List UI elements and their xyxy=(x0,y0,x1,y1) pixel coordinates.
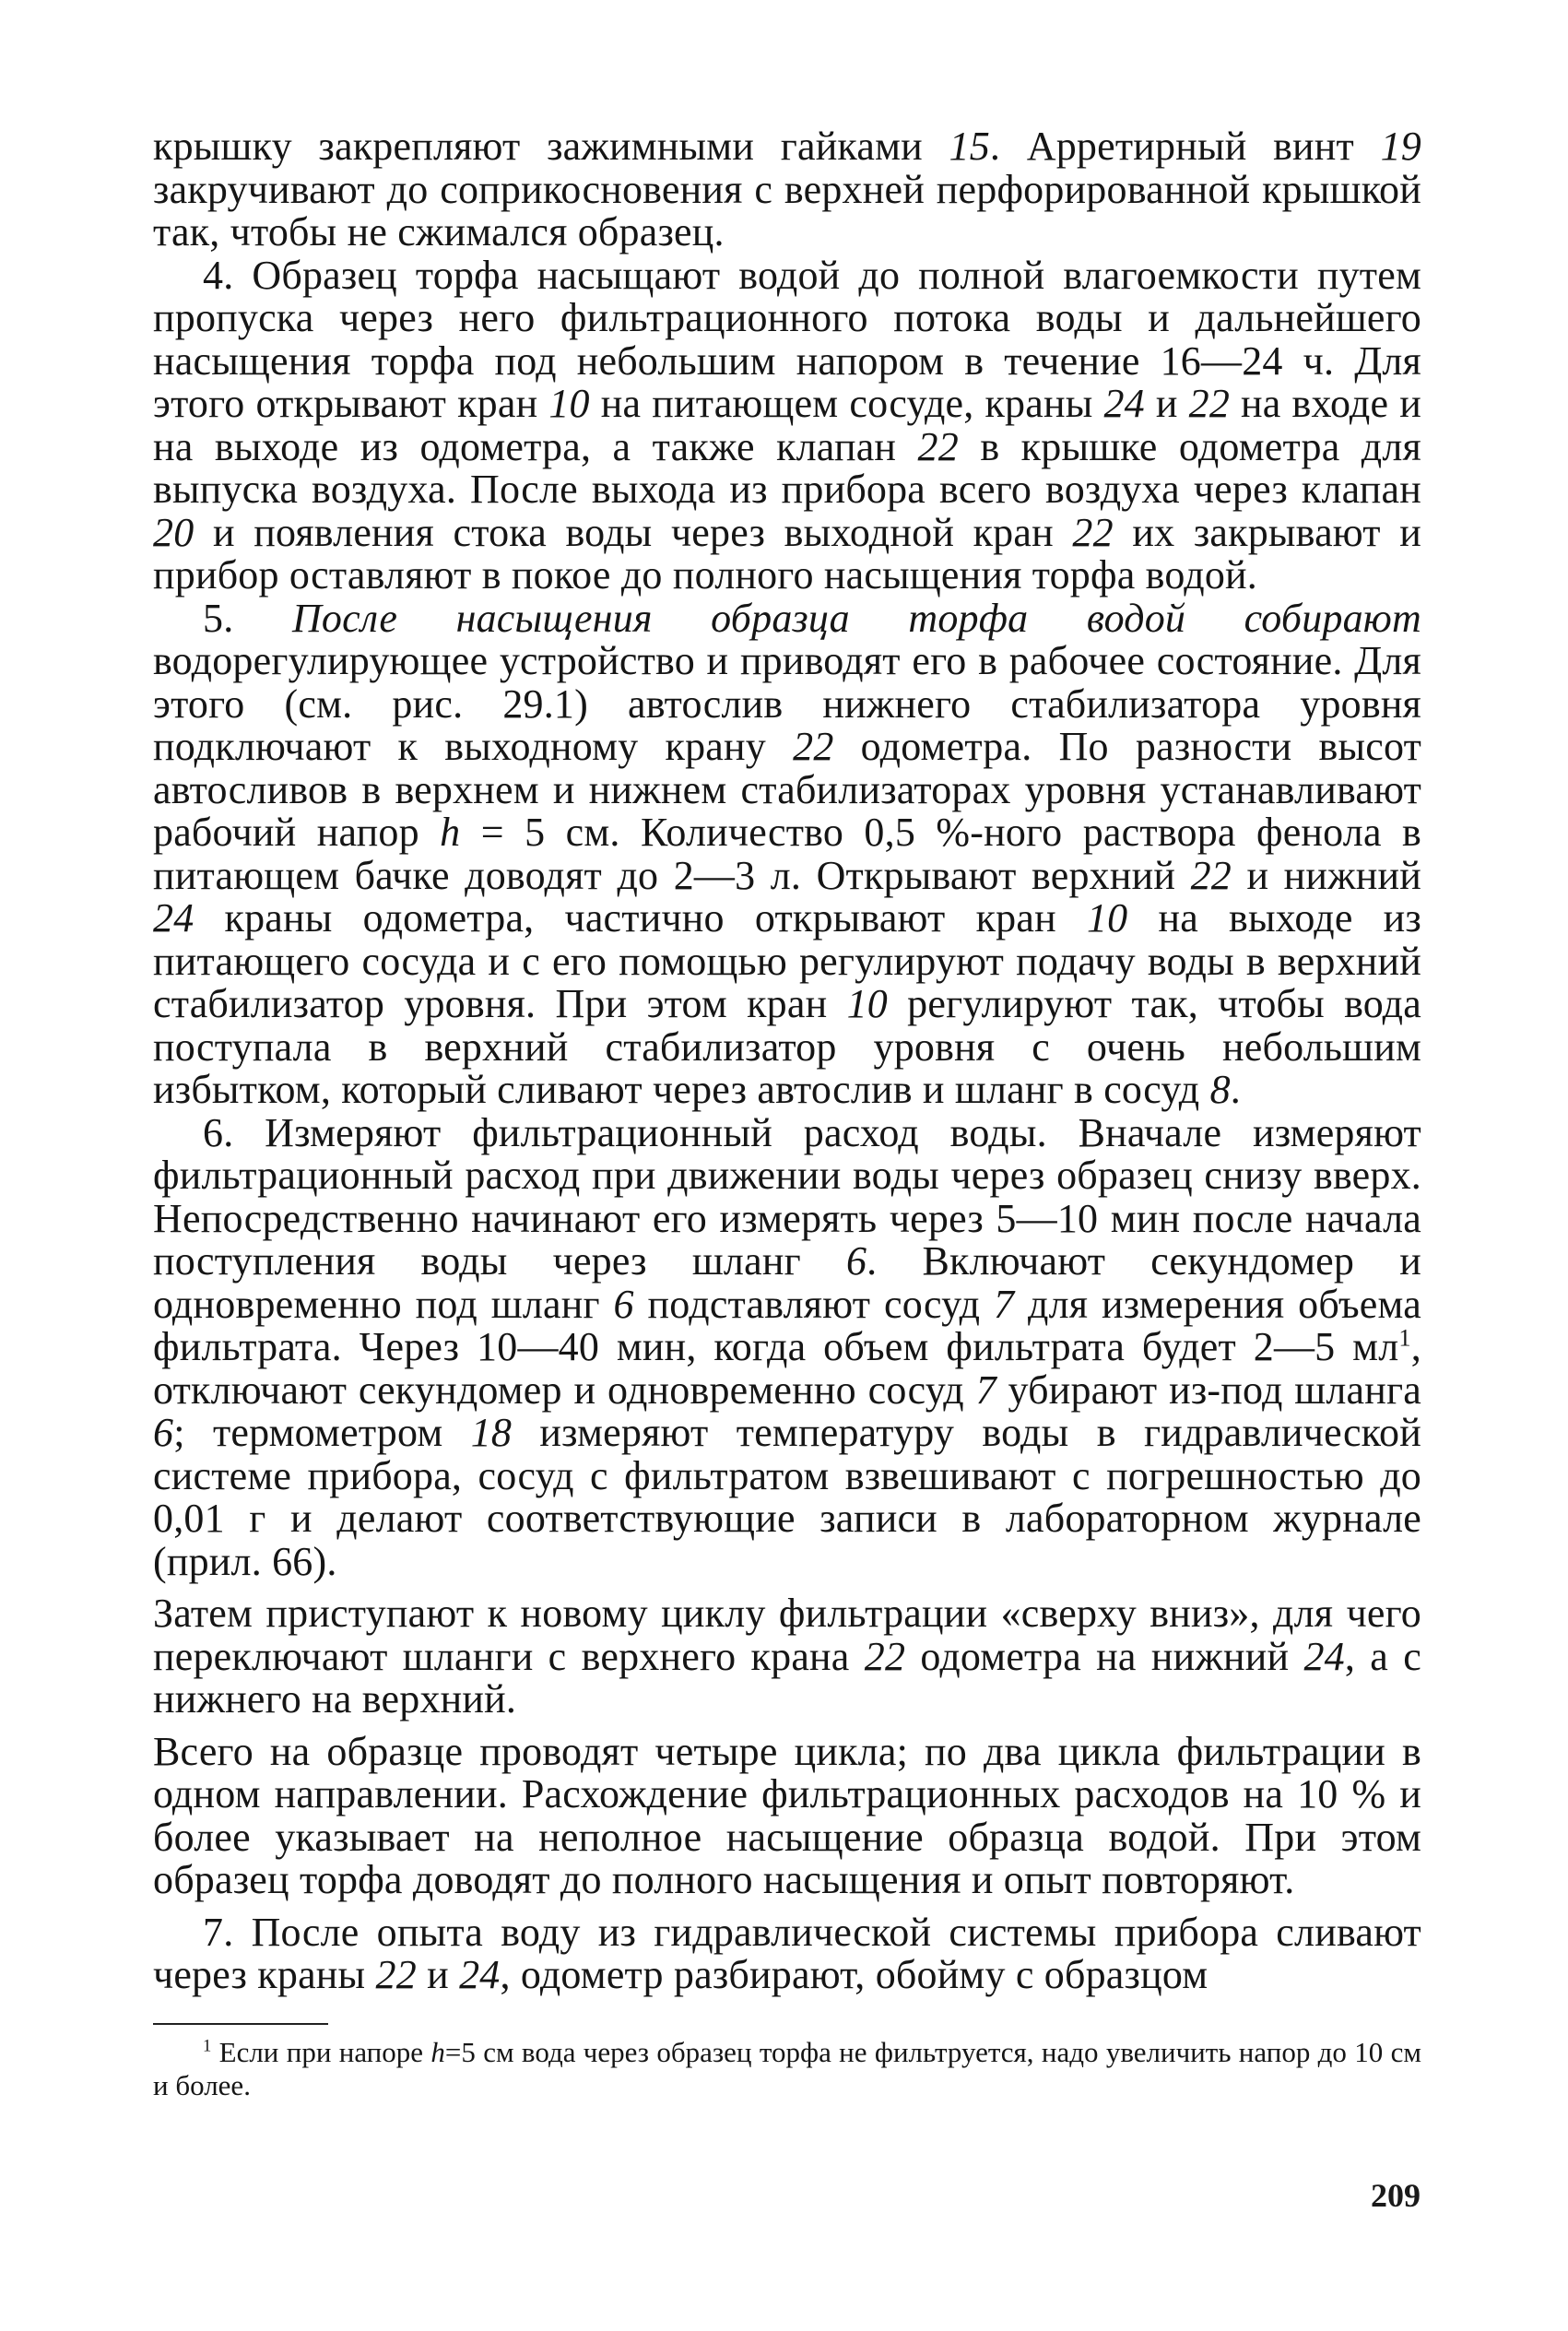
footnote: $^1$ Если при напоре h=5 см вода через образец торфа не фильтруется, надо увеличить напор до 10 см и более. xyxy=(153,2035,1421,2101)
paragraph-step-4: 4. Образец торфа насыщают водой до полной влагоемкости путем пропуска через него фильтрационного потока воды и дальнейшего насыщения торфа под небольшим напором в течение 16—24 ч. Для этого открывают кран 10 на питающем сосуде, краны 24 и 22 на входе и на выходе из одометра, а также клапан 22 в крышке одометра для выпуска воздуха. После выхода из прибора всего воздуха через клапан 20 и появления стока воды через выходной кран 22 их закрывают и прибор оставляют в покое до полного насыщения торфа водой. xyxy=(153,252,1422,598)
footnote-divider xyxy=(153,2023,328,2025)
paragraph-reverse-cycle: Затем приступают к новому циклу фильтрации «сверху вниз», для чего переключают шланги с верхнего крана 22 одометра на нижний 24, а с нижнего на верхний. xyxy=(153,1591,1421,1722)
paragraph-continuation: крышку закрепляют зажимными гайками 15. Арретирный винт 19 закручивают до соприкосновения с верхней перфорированной крышкой так, чтобы не сжимался образец. xyxy=(153,124,1422,254)
footnote-mark: 1 xyxy=(203,2036,212,2056)
document-page xyxy=(153,125,1421,2102)
footnote-reference: 1 xyxy=(1398,1323,1411,1352)
paragraph-step-5: 5. После насыщения образца торфа водой собирают водорегулирующее устройство и приводят его в рабочее состояние. Для этого (см. рис. 29.1) автослив нижнего стабилизатора уровня подключают к выходному крану 22 одометра. По разности высот автосливов в верхнем и нижнем стабилизаторах уровня устанавливают рабочий напор h = 5 см. Количество 0,5 %-ного раствора фенола в питающем бачке доводят до 2—3 л. Открывают верхний 22 и нижний 24 краны одометра, частично открывают кран 10 на выходе из питающего сосуда и с его помощью регулируют подачу воды в верхний стабилизатор уровня. При этом кран 10 регулируют так, чтобы вода поступала в верхний стабилизатор уровня с очень небольшим избытком, который сливают через автослив и шланг в сосуд 8. xyxy=(153,595,1422,1112)
paragraph-step-6: 6. Измеряют фильтрационный расход воды. Вначале измеряют фильтрационный расход при движении воды через образец снизу вверх. Непосредственно начинают его измерять через 5—10 мин после начала поступления воды через шланг 6. Включают секундомер и одновременно под шланг 6 подставляют сосуд 7 для измерения объема фильтрата. Через 10—40 мин, когда объем фильтрата будет 2—5 $мл^1$, отключают секундомер и одновременно сосуд 7 убирают из-под шланга 6; термометром 18 измеряют температуру воды в гидравлической системе прибора, сосуд с фильтратом взвешивают с погрешностью до 0,01 г и делают соответствующие записи в лабораторном журнале (прил. 66). xyxy=(153,1109,1422,1584)
paragraph-cycles-summary: Всего на образце проводят четыре цикла; по два цикла фильтрации в одном направлении. Расхождение фильтрационных расходов на 10 % и более указывает на неполное насыщение образца водой. При этом образец торфа доводят до полного насыщения и опыт повторяют. xyxy=(153,1728,1421,1902)
paragraph-step-7: 7. После опыта воду из гидравлической системы прибора сливают через краны 22 и 24, одометр разбирают, обойму с образцом xyxy=(153,1909,1421,1997)
page-number: 209 xyxy=(1371,2177,1421,2214)
